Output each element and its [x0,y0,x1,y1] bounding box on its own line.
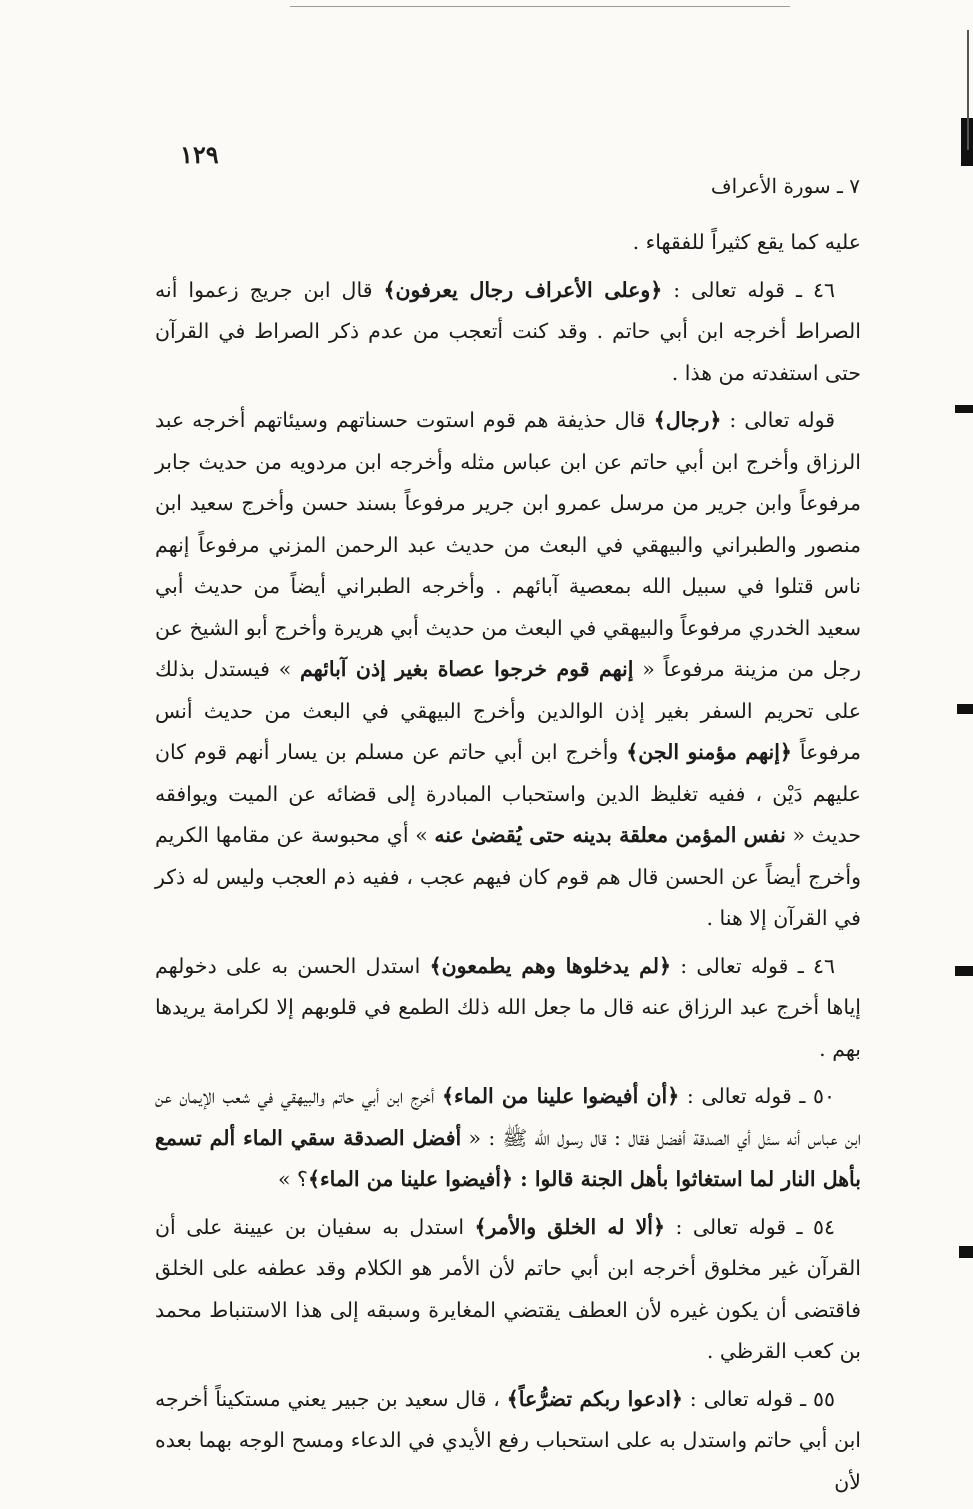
quoted-text: ﴿لم يدخلوها وهم يطمعون﴾ [429,953,671,978]
scan-edge-mark [967,30,969,150]
scan-edge-mark [955,966,973,976]
paragraph [155,400,861,940]
quoted-text: ﴿ألا له الخلق والأمر﴾ [474,1214,666,1239]
quoted-text: ﴿رجال﴾ [653,408,722,432]
paragraph [155,1207,861,1373]
paragraph-text: ؟ » [277,1167,308,1191]
paragraph-text: ٥٠ ـ قوله تعالى : [679,1084,835,1108]
quoted-text: نفس المؤمن معلقة بدينه حتى يُقضىٰ عنه [434,823,786,847]
paragraph [155,1379,861,1504]
quoted-text: ﴿وعلى الأعراف رجال يعرفون﴾ [383,277,663,302]
paragraph-text: استدل به سفيان بن عيينة على أن القرآن غير مخلوق أخرجه ابن أبي حاتم لأن الأمر هو الكلام وقد عطفه على الخلق فاقتضى أن يكون غيره لأن العطف يقتضي المغايرة وسبقه إلى هذا الاستنباط محمد بن كعب القرظي . [155,1214,861,1363]
quoted-text: ﴿أن أفيضوا علينا من الماء﴾ [441,1084,680,1108]
paragraph-text: وأخرج ابن أبي حاتم عن مسلم بن يسار أنهم قوم كان عليهم دَيْن ، ففيه تغليظ الدين واستحباب المبادرة إلى قضائه عن الميت ويوافقه حديث « [155,740,861,847]
quoted-text: أفضل الصدقة سقي الماء ألم تسمع بأهل النار لما استغاثوا بأهل الجنة قالوا : ﴿أفيضوا علينا من الماء﴾ [155,1125,861,1191]
scan-edge-mark [957,704,973,714]
page-number: ١٢٩ [180,140,219,169]
scan-edge-mark [955,405,973,413]
paragraph-text: » فيستدل بذلك على تحريم السفر بغير إذن الوالدين وأخرج البيهقي في البعث من حديث أنس مرفوعاً [155,657,862,764]
running-head: ٧ ـ سورة الأعراف [710,174,860,198]
top-rule [290,6,790,7]
paragraph-text: ٤٦ ـ قوله تعالى : [662,277,835,302]
paragraph [155,1076,861,1201]
paragraph-text: ٥٤ ـ قوله تعالى : [665,1214,836,1239]
paragraph-text: أخرج ابن أبي حاتم والبيهقي في شعب الإيمان عن ابن عباس أنه سئل أي الصدقة أفضل فقال : قال رسول الله ﷺ : « [155,1084,862,1150]
quoted-text: ﴿إنهم مؤمنو الجن﴾ [626,740,792,764]
paragraph-text: استدل الحسن به على دخولهم إياها أخرج عبد الرزاق عنه قال ما جعل الله ذلك الطمع في قلوبهم إلا لكرامة يريدها بهم . [155,953,861,1061]
paragraph-text: قال ابن جريج زعموا أنه الصراط أخرجه ابن أبي حاتم . وقد كنت أتعجب من عدم ذكر الصراط في القرآن حتى استفدته من هذا . [155,277,861,385]
paragraph-text: ٤٦ ـ قوله تعالى : [670,953,835,978]
paragraph-text: ٥٥ ـ قوله تعالى : [682,1386,835,1411]
quoted-text: إنهم قوم خرجوا عصاة بغير إذن آبائهم [300,657,634,681]
page-header [160,140,860,200]
scan-edge-mark [959,1246,973,1258]
paragraph-text: عليه كما يقع كثيراً للفقهاء . [632,230,861,254]
paragraph-text: قوله تعالى : [721,408,835,432]
paragraph-text: » أي محبوسة عن مقامها الكريم وأخرج أيضاً عن الحسن قال هم قوم كان فيهم عجب ، ففيه ذم العجب وليس له ذكر في القرآن إلا هنا . [155,823,861,930]
paragraph [155,270,861,395]
paragraph-text: قال حذيفة هم قوم استوت حسناتهم وسيئاتهم أخرجه عبد الرزاق وأخرج ابن أبي حاتم عن ابن عباس مثله وأخرجه ابن مردويه من حديث جابر مرفوعاً وابن جرير من مرسل عمرو ابن جرير مرفوعاً بسند حسن وأخرج سعيد ابن منصور والطبراني والبيهقي في البعث من حديث عبد الرحمن المزني مرفوعاً إنهم ناس قتلوا في سبيل الله بمعصية آبائهم . وأخرجه الطبراني أيضاً من حديث أبي سعيد الخدري مرفوعاً والبيهقي في البعث من حديث أبي هريرة وأخرج أبو الشيخ عن رجل من مزينة مرفوعاً « [155,408,861,681]
body-text [155,222,861,1509]
quoted-text: ﴿ادعوا ربكم تضرُّعاً﴾ [506,1386,683,1411]
paragraph [155,946,861,1071]
paragraph [155,222,861,264]
paragraph-text: ، قال سعيد بن جبير يعني مستكيناً أخرجه ابن أبي حاتم واستدل به على استحباب رفع الأيدي في الدعاء ومسح الوجه بهما بعده لأن [155,1386,861,1494]
